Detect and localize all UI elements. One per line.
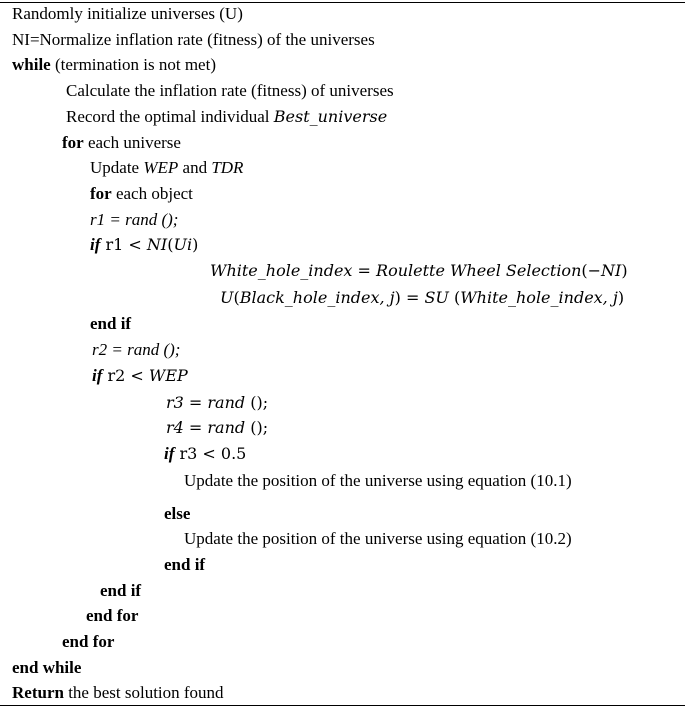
line-17-b: =	[183, 418, 208, 437]
su-var: SU	[424, 288, 449, 307]
keyword-while: while	[12, 55, 51, 74]
keyword-return: Return	[12, 683, 64, 702]
line-21-text: Update the position of the universe using equation (10.2)	[184, 529, 572, 548]
line-19-text: Update the position of the universe using equation (10.1)	[184, 471, 572, 490]
line-5-text: Record the optimal individual	[66, 107, 274, 126]
white-hole-index-var: White_hole_index	[210, 261, 353, 280]
line-11	[210, 261, 628, 281]
line-9	[90, 210, 178, 230]
wep-var: WEP	[143, 158, 179, 177]
ui-var: Ui	[173, 235, 193, 254]
black-hole-index-var: Black_hole_index, j	[239, 288, 395, 307]
line-14-text: r2 = rand ();	[92, 340, 181, 359]
line-7	[90, 158, 243, 178]
ni-var: NI	[146, 235, 168, 254]
line-22	[164, 555, 205, 575]
line-15-a: r2 <	[102, 366, 149, 385]
top-rule	[0, 2, 685, 3]
keyword-end-while: end while	[12, 658, 82, 677]
line-15	[92, 366, 188, 386]
line-3-text: (termination is not met)	[50, 55, 216, 74]
line-11-d: (−	[581, 261, 602, 280]
line-1	[12, 4, 243, 24]
line-16-b: =	[183, 393, 208, 412]
keyword-for: for	[62, 133, 84, 152]
line-9-text: r1 = rand ();	[90, 210, 179, 229]
line-27-text: the best solution found	[63, 683, 224, 702]
line-5	[66, 107, 387, 127]
line-12-d: ) =	[394, 288, 425, 307]
line-25	[62, 632, 114, 652]
line-11-b: =	[352, 261, 377, 280]
keyword-end-if: end if	[164, 555, 206, 574]
line-16	[166, 393, 268, 413]
tdr-var: TDR	[211, 158, 244, 177]
rand-func: rand	[207, 393, 246, 412]
keyword-end-for: end for	[62, 632, 115, 651]
line-4	[66, 81, 394, 101]
roulette-wheel-selection: Roulette Wheel Selection	[376, 261, 582, 280]
line-12-b: (	[233, 288, 240, 307]
line-13	[90, 314, 131, 334]
line-14	[92, 340, 180, 360]
keyword-for: for	[90, 184, 112, 203]
line-7-c: and	[178, 158, 212, 177]
keyword-end-if: end if	[90, 314, 132, 333]
keyword-end-for: end for	[86, 606, 139, 625]
bottom-rule	[0, 705, 685, 706]
line-6	[62, 133, 181, 153]
line-18	[164, 444, 246, 464]
line-21	[184, 529, 572, 549]
line-2-text: NI=Normalize inflation rate (fitness) of the universes	[12, 30, 375, 49]
line-20	[164, 504, 190, 524]
line-2	[12, 30, 375, 50]
line-17	[166, 418, 268, 438]
line-4-text: Calculate the inflation rate (fitness) of universes	[66, 81, 394, 100]
line-27	[12, 683, 224, 703]
keyword-if: if	[92, 366, 103, 385]
line-18-text: r3 < 0.5	[174, 444, 247, 463]
line-10-e: )	[192, 235, 199, 254]
keyword-else: else	[164, 504, 191, 523]
r3-var: r3	[166, 393, 184, 412]
line-1-text: Randomly initialize universes (U)	[12, 4, 243, 23]
line-24	[86, 606, 138, 626]
line-10	[90, 235, 198, 255]
best-universe-var: Best_universe	[273, 107, 388, 126]
keyword-if: if	[90, 235, 101, 254]
ni-var: NI	[601, 261, 622, 280]
line-11-f: )	[621, 261, 628, 280]
line-3	[12, 55, 216, 75]
line-12	[220, 288, 624, 308]
u-var: U	[220, 288, 234, 307]
line-7-a: Update	[90, 158, 144, 177]
line-12-f: (	[448, 288, 461, 307]
line-17-d: ();	[245, 418, 269, 437]
line-23	[100, 581, 141, 601]
keyword-end-if: end if	[100, 581, 142, 600]
keyword-if: if	[164, 444, 175, 463]
line-10-a: r1 <	[100, 235, 147, 254]
line-8-text: each object	[111, 184, 193, 203]
r4-var: r4	[166, 418, 184, 437]
line-8	[90, 184, 193, 204]
line-6-text: each universe	[83, 133, 181, 152]
line-19	[184, 471, 572, 491]
white-hole-index-var: White_hole_index, j	[460, 288, 618, 307]
line-10-c: (	[167, 235, 174, 254]
wep-var: WEP	[148, 366, 188, 385]
line-26	[12, 658, 81, 678]
line-16-d: ();	[245, 393, 269, 412]
line-12-h: )	[617, 288, 625, 307]
rand-func: rand	[207, 418, 246, 437]
